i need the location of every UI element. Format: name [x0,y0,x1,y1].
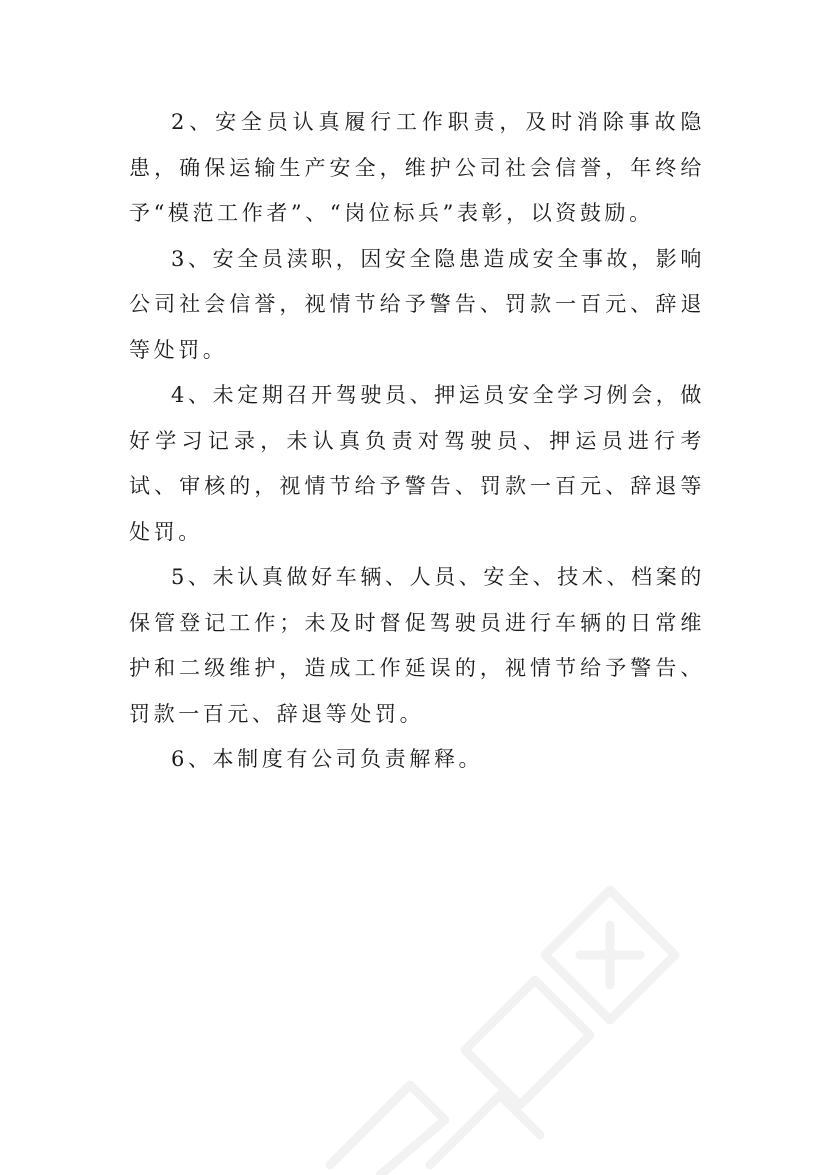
paragraph-item-5: 5、未认真做好车辆、人员、安全、技术、档案的保管登记工作；未及时督促驾驶员进行车辆的日常维护和二级维护，造成工作延误的，视情节给予警告、罚款一百元、辞退等处罚。 [129,565,705,726]
paragraph-item-2: 2、安全员认真履行工作职责，及时消除事故隐患，确保运输生产安全，维护公司社会信誉，年终给予“模范工作者”、“岗位标兵”表彰，以资鼓励。 [129,110,705,225]
document-body [129,100,705,783]
paragraph-item-6: 6、本制度有公司负责解释。 [171,747,484,771]
paragraph-item-4: 4、未定期召开驾驶员、押运员安全学习例会，做好学习记录，未认真负责对驾驶员、押运员进行考试、审核的，视情节给予警告、罚款一百元、辞退等处罚。 [129,383,705,544]
watermark-graphic [290,835,710,1175]
paragraph-item-3: 3、安全员渎职，因安全隐患造成安全事故，影响公司社会信誉，视情节给予警告、罚款一百元、辞退等处罚。 [129,246,705,362]
